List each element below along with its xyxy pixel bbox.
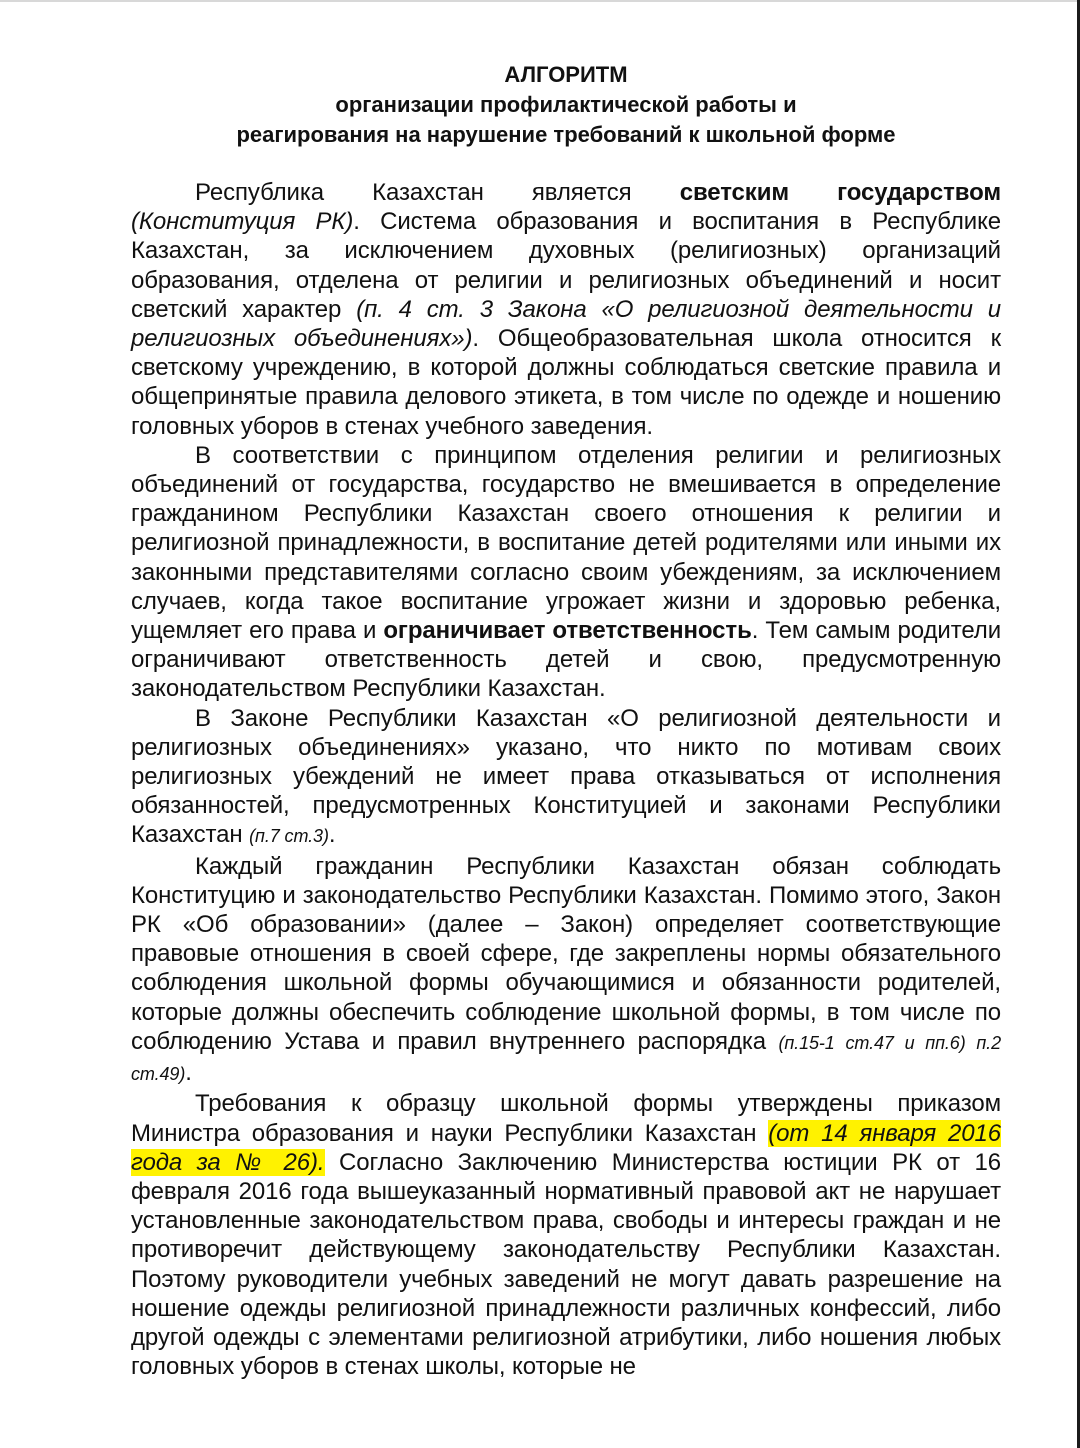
paragraph-3 (131, 704, 1001, 852)
paragraph-1-italic-ref: (Конституция РК) (131, 208, 354, 236)
paragraph-3-citation: (п.7 ст.3) (249, 826, 329, 847)
paragraph-3-text-c: . (328, 821, 336, 849)
paragraph-1-text-d: . Система образования и воспитания в Республике Казахстан, за исключением духовных (религиозных) организаций образования, отделена от религии и религиозных объединений и носит светский характер (131, 208, 1002, 323)
paragraph-2 (131, 441, 1001, 704)
paragraph-5-highlighted-order-ref: (от 14 января 2016 года за № 26). (131, 1119, 1001, 1176)
paragraph-5-text-a: Требования к образцу школьной формы утверждены приказом Министра образования и науки Республики Казахстан (131, 1090, 1001, 1147)
paragraph-2-text-a: В соответствии с принципом отделения религии и религиозных объединений от государства, государство не вмешивается в определение гражданином Республики Казахстан своего отношения к религии и религиозной принадлежности, в воспитание детей родителями или иными их законными представителями согласно своим убеждениям, за исключением случаев, когда такое воспитание угрожает жизни и здоровью ребенка, ущемляет его права и (131, 441, 1001, 645)
paragraph-5 (131, 1089, 1001, 1381)
paragraph-2-text-c: . Тем самым родители ограничивают ответственность детей и свою, предусмотренную законодательством Республики Казахстан. (131, 617, 1002, 703)
paragraph-1-bold: светским государством (679, 179, 1001, 206)
paragraph-1-italic-law-ref: (п. 4 ст. 3 Закона «О религиозной деятельности и религиозных объединениях») (131, 295, 1001, 353)
paragraph-1-text-f: . Общеобразовательная школа относится к светскому учреждению, в которой должны соблюдаться светские правила и общепринятые правила делового этикета, в том числе по одежде и ношению головных уборов в стенах учебного заведения. (131, 325, 1001, 440)
paragraph-1-text-a: Республика Казахстан является (195, 179, 680, 206)
paragraph-5-text-c: Согласно Заключению Министерства юстиции РК от 16 февраля 2016 года вышеуказанный нормативный правовой акт не нарушает установленные законодательством права, свободы и интересы граждан и не противоречит действующему законодательству Республики Казахстан. Поэтому руководители учебных заведений не могут давать разрешение на ношение одежды религиозной принадлежности различных конфессий, либо другой одежды с элементами религиозной атрибутики, либо ношения любых головных уборов в стенах школы, которые не (131, 1148, 1001, 1381)
document-text (131, 178, 1001, 1381)
paragraph-4-text-a: Каждый гражданин Республики Казахстан обязан соблюдать Конституцию и законодательство Республики Казахстан. Помимо этого, Закон РК «Об образовании» (далее – Закон) определяет соответствующие правовые отношения в своей сфере, где закреплены нормы обязательного соблюдения школьной формы обучающимися и обязанности родителей, которые должны обеспечить соблюдение школьной формы, в том числе по соблюдению Устава и правил внутреннего распорядка (131, 852, 1001, 1055)
page-edge-top (0, 0, 1080, 2)
title-line-1: АЛГОРИТМ (504, 62, 628, 87)
paragraph-3-text-a: В Законе Республики Казахстан «О религиозной деятельности и религиозных объединениях» указано, что никто по мотивам своих религиозных убеждений не имеет права отказываться от исполнения обязанностей, предусмотренных Конституцией и законами Республики Казахстан (131, 704, 1001, 849)
document-title (131, 60, 1001, 150)
paragraph-4-citation: (п.15-1 ст.47 и пп.6) п.2 ст.49) (131, 1032, 1001, 1085)
paragraph-4 (131, 852, 1001, 1090)
title-line-3: реагирования на нарушение требований к школьной форме (236, 122, 896, 147)
paragraph-4-text-c: . (185, 1059, 192, 1087)
paragraph-2-bold: ограничивает ответственность (383, 617, 752, 645)
title-line-2: организации профилактической работы и (335, 92, 797, 117)
document-body (131, 60, 1001, 1381)
paragraph-1 (131, 178, 1001, 441)
